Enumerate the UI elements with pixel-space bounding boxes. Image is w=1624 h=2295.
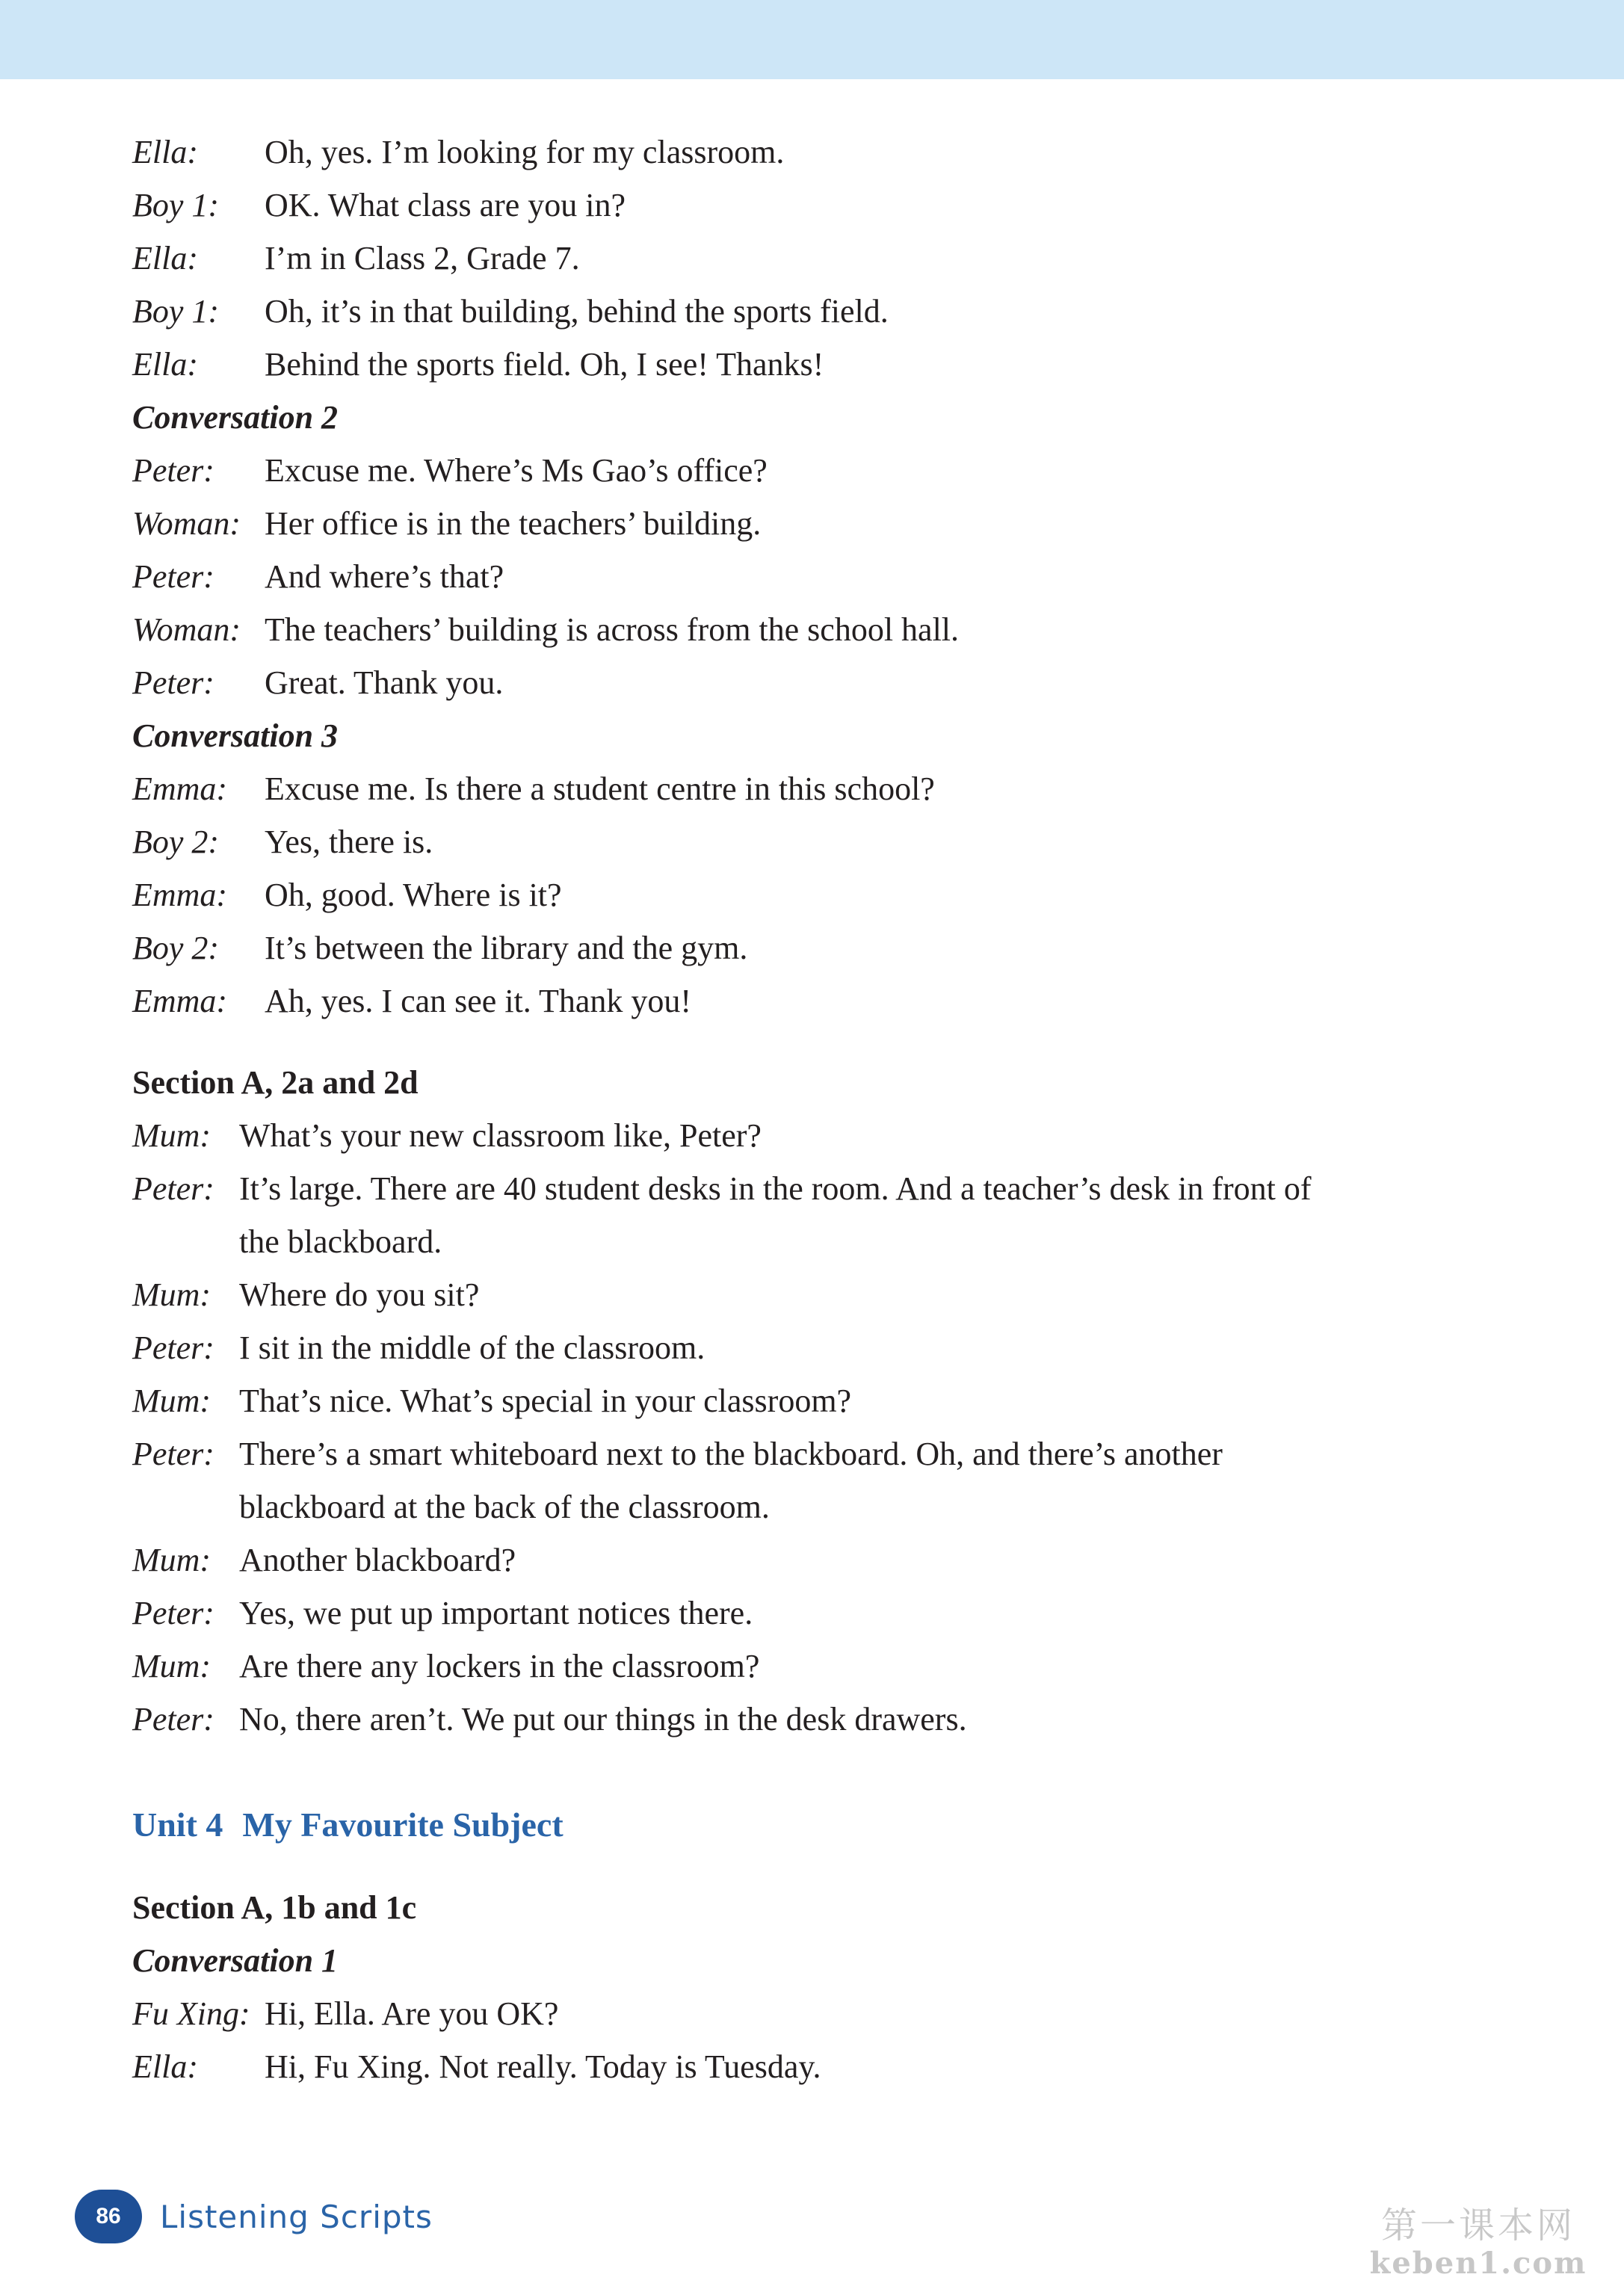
speaker: Boy 1: [132,293,220,330]
dialogue-line [132,815,1552,868]
line-text: Oh, it’s in that building, behind the sports field. [265,293,889,330]
watermark-cn: 第一课本网 [1380,2205,1575,2246]
speaker: Ella: [132,346,198,383]
speaker: Fu Xing: [132,1995,250,2032]
line-text: What’s your new classroom like, Peter? [239,1117,762,1154]
dialogue-line [132,1109,1552,1162]
speaker: Mum: [132,1383,212,1419]
watermark-en: keben1.com [1369,2246,1587,2281]
script-content [132,126,1552,2093]
page-number: 86 [75,2190,142,2243]
section-1b-heading: Section A, 1b and 1c [132,1889,417,1926]
dialogue-line [132,338,1552,391]
dialogue-line [132,1693,1552,1746]
dialogue-line [132,1533,1552,1587]
line-text: Excuse me. Is there a student centre in this school? [265,770,935,807]
speaker: Boy 1: [132,187,220,223]
section-2a-heading: Section A, 2a and 2d [132,1064,419,1101]
line-text: I sit in the middle of the classroom. [239,1329,706,1366]
speaker: Peter: [132,664,214,701]
dialogue-line [132,285,1552,338]
speaker: Woman: [132,611,241,648]
dialogue-line [132,656,1552,709]
line-text: Great. Thank you. [265,664,504,701]
dialogue-line [132,603,1552,656]
speaker: Peter: [132,558,214,595]
dialogue-line [132,1587,1552,1640]
speaker [132,1215,239,1268]
speaker: Peter: [132,1329,214,1366]
line-text: blackboard at the back of the classroom. [239,1489,770,1525]
line-text: Hi, Fu Xing. Not really. Today is Tuesday. [265,2048,821,2085]
speaker: Peter: [132,1170,214,1207]
speaker: Peter: [132,1701,214,1738]
dialogue-line [132,179,1552,232]
dialogue-line [132,1321,1552,1374]
dialogue-line [132,444,1552,497]
line-text: Where do you sit? [239,1276,480,1313]
dialogue-line [132,974,1552,1028]
dialogue-line [132,868,1552,921]
footer-title: Listening Scripts [160,2198,433,2235]
line-text: Behind the sports field. Oh, I see! Thanks! [265,346,824,383]
line-text: Her office is in the teachers’ building. [265,505,762,542]
speaker: Ella: [132,240,198,277]
line-text: OK. What class are you in? [265,187,626,223]
header-band [0,0,1624,79]
unit-number: Unit 4 [132,1806,223,1844]
conversation-3-heading: Conversation 3 [132,717,339,754]
line-text: That’s nice. What’s special in your classroom? [239,1383,852,1419]
unit-heading [132,1798,1552,1851]
dialogue-line [132,921,1552,974]
dialogue-line-continuation [132,1480,1552,1533]
dialogue-line [132,1987,1552,2040]
speaker: Emma: [132,877,228,913]
speaker: Mum: [132,1276,212,1313]
line-text: Yes, there is. [265,824,433,860]
watermark [1366,2205,1590,2281]
speaker: Peter: [132,1436,214,1472]
dialogue-line [132,1427,1552,1480]
speaker: Peter: [132,452,214,489]
dialogue-line [132,1374,1552,1427]
speaker: Emma: [132,983,228,1019]
line-text: I’m in Class 2, Grade 7. [265,240,580,277]
dialogue-line [132,762,1552,815]
speaker: Boy 2: [132,930,220,966]
speaker: Ella: [132,2048,198,2085]
dialogue-line [132,1268,1552,1321]
speaker: Mum: [132,1648,212,1684]
dialogue-line [132,232,1552,285]
line-text: Another blackboard? [239,1542,516,1578]
dialogue-line [132,1640,1552,1693]
line-text: Oh, good. Where is it? [265,877,562,913]
line-text: The teachers’ building is across from the school hall. [265,611,960,648]
line-text: Hi, Ella. Are you OK? [265,1995,559,2032]
line-text: Oh, yes. I’m looking for my classroom. [265,134,785,170]
speaker: Ella: [132,134,198,170]
speaker: Mum: [132,1117,212,1154]
dialogue-line-continuation [132,1215,1552,1268]
line-text: Yes, we put up important notices there. [239,1595,753,1631]
dialogue-line [132,1162,1552,1215]
speaker: Mum: [132,1542,212,1578]
conversation-2-heading: Conversation 2 [132,399,339,436]
line-text: It’s between the library and the gym. [265,930,748,966]
conversation-1-heading: Conversation 1 [132,1942,339,1979]
dialogue-line [132,2040,1552,2093]
line-text: No, there aren’t. We put our things in the desk drawers. [239,1701,967,1738]
page-footer [75,2188,433,2245]
line-text: And where’s that? [265,558,504,595]
speaker: Emma: [132,770,228,807]
speaker: Woman: [132,505,241,542]
speaker: Peter: [132,1595,214,1631]
line-text: the blackboard. [239,1223,442,1260]
dialogue-line [132,126,1552,179]
unit-title: My Favourite Subject [242,1806,564,1844]
speaker: Boy 2: [132,824,220,860]
line-text: Ah, yes. I can see it. Thank you! [265,983,692,1019]
line-text: Are there any lockers in the classroom? [239,1648,760,1684]
line-text: It’s large. There are 40 student desks in the room. And a teacher’s desk in front of [239,1170,1312,1207]
dialogue-line [132,550,1552,603]
line-text: There’s a smart whiteboard next to the blackboard. Oh, and there’s another [239,1436,1223,1472]
line-text: Excuse me. Where’s Ms Gao’s office? [265,452,768,489]
dialogue-line [132,497,1552,550]
speaker [132,1480,239,1533]
